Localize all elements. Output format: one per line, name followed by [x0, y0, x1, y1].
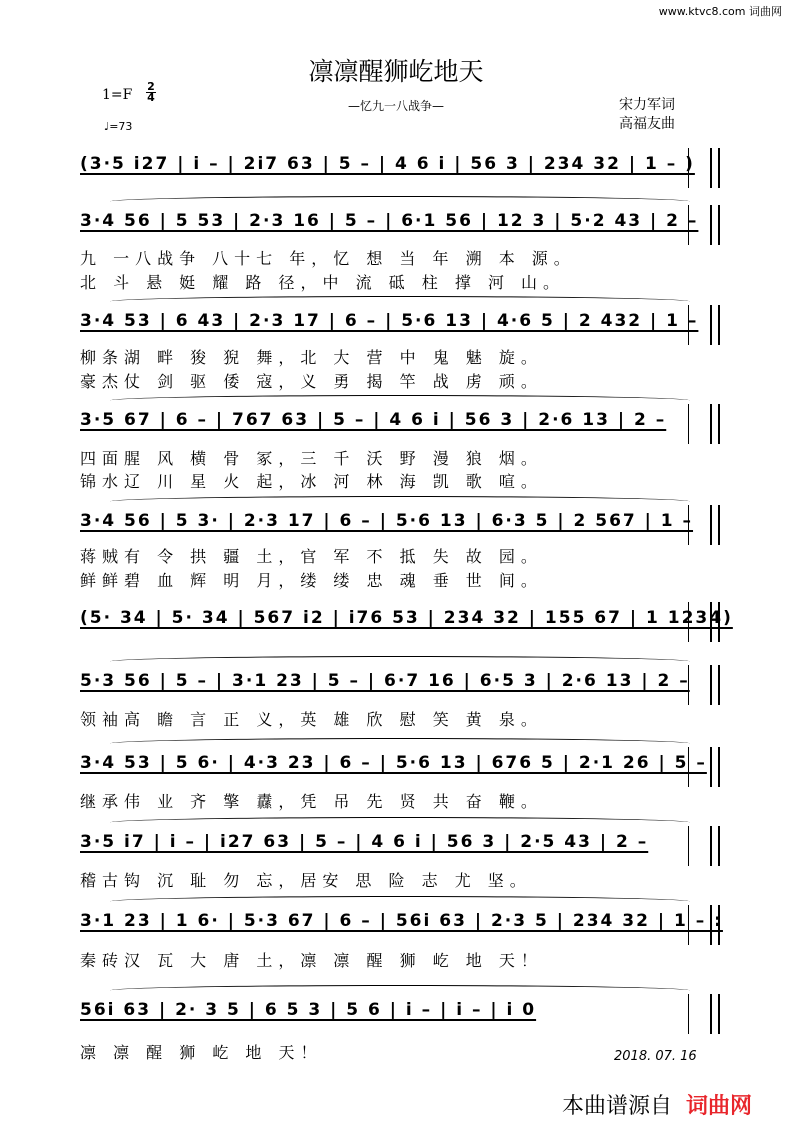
site-watermark: www.ktvc8.com 词曲网 [658, 5, 782, 18]
lyric-line: 稽古钩 沉 耻 勿 忘，居安 思 险 志 尤 坚。 [80, 871, 532, 890]
score-line-5 [80, 665, 720, 705]
barline [710, 602, 720, 642]
lyric-verse-2: 鲜鲜碧 血 辉 明 月，缕 缕 忠 魂 垂 世 间。 [80, 571, 543, 590]
notation-text: (5· 34 | 5· 34 | 567 i2 | i76 53 | 234 32 | 155 67 | 1 1234) [80, 608, 733, 628]
slur-mark [110, 196, 690, 207]
song-title: 凛凛醒狮屹地天 [308, 57, 484, 86]
lyric-verse-1: 柳条湖 畔 狻 猊 舞，北 大 营 中 鬼 魅 旋。 [80, 348, 543, 367]
lyric-verse-2: 北 斗 悬 娗 耀 路 径，中 流 砥 柱 撑 河 山。 [80, 273, 566, 292]
composer-credit: 高福友曲 [619, 116, 675, 132]
barline [710, 665, 720, 705]
slur-mark [110, 395, 690, 406]
lyric-line: 凛 凛 醒 狮 屹 地 天！ [80, 1043, 323, 1062]
notation-text: 3·5 67 | 6 – | 767 63 | 5 – | 4 6 i | 56 3 | 2·6 13 | 2 – [80, 410, 667, 430]
score-line-1 [80, 205, 720, 245]
barline [710, 305, 720, 345]
slur-mark [110, 656, 690, 667]
footer-label: 本曲谱源自 [562, 1094, 673, 1119]
barline [710, 404, 720, 444]
time-signature-bottom: 4 [147, 91, 155, 104]
slur-mark [110, 985, 690, 996]
score-line-3 [80, 404, 720, 444]
barline [710, 505, 720, 545]
score-line-intro [80, 148, 720, 188]
tempo-mark: ♩=73 [104, 120, 133, 133]
score-line-2 [80, 305, 720, 345]
time-signature [146, 82, 156, 103]
footer-source [562, 1089, 752, 1120]
slur-mark [110, 738, 690, 749]
lyric-line: 领袖高 瞻 言 正 义，英 雄 欣 慰 笑 黄 泉。 [80, 710, 543, 729]
notation-text: 3·4 53 | 5 6· | 4·3 23 | 6 – | 5·6 13 | 676 5 | 2·1 26 | 5 – [80, 753, 707, 773]
lyric-verse-1: 四面腥 风 横 骨 冢，三 千 沃 野 漫 狼 烟。 [80, 449, 543, 468]
slur-mark [110, 296, 690, 307]
lyric-line: 继承伟 业 齐 擎 纛，凭 吊 先 贤 共 奋 鞭。 [80, 792, 543, 811]
score-line-7 [80, 826, 720, 866]
credits [619, 96, 675, 134]
score-line-4 [80, 505, 720, 545]
score-line-8 [80, 905, 723, 945]
song-subtitle: —忆九一八战争— [347, 99, 444, 113]
notation-text: (3·5 i27 | i – | 2i7 63 | 5 – | 4 6 i | 56 3 | 234 32 | 1 – ) [80, 154, 695, 174]
notation-text: 3·5 i7 | i – | i27 63 | 5 – | 4 6 i | 56 3 | 2·5 43 | 2 – [80, 832, 649, 852]
barline [710, 205, 720, 245]
score-line-interlude [80, 602, 733, 642]
lyric-verse-2: 锦水辽 川 星 火 起，冰 河 林 海 凯 歌 喧。 [80, 472, 543, 491]
barline [710, 905, 720, 945]
slur-mark [110, 896, 690, 907]
footer-brand-link[interactable]: 词曲网 [686, 1094, 753, 1119]
barline [710, 747, 720, 787]
time-signature-top: 2 [147, 80, 155, 93]
notation-text: 3·4 56 | 5 53 | 2·3 16 | 5 – | 6·1 56 | 12 3 | 5·2 43 | 2 – [80, 211, 699, 231]
score-line-coda [80, 994, 720, 1034]
slur-mark [110, 496, 690, 507]
notation-text: 3·4 56 | 5 3· | 2·3 17 | 6 – | 5·6 13 | 6·3 5 | 2 567 | 1 – [80, 511, 694, 531]
notation-text: 3·4 53 | 6 43 | 2·3 17 | 6 – | 5·6 13 | 4·6 5 | 2 432 | 1 – [80, 311, 699, 331]
slur-mark [110, 817, 690, 828]
lyricist-credit: 宋力军词 [619, 97, 675, 113]
barline [710, 148, 720, 188]
lyric-verse-1: 蒋贼有 令 拱 疆 土，官 军 不 抵 失 故 园。 [80, 547, 543, 566]
lyric-verse-1: 九 一八战争 八十七 年，忆 想 当 年 溯 本 源。 [80, 249, 576, 268]
lyric-line: 秦砖汉 瓦 大 唐 土，凛 凛 醒 狮 屹 地 天！ [80, 951, 543, 970]
barline [710, 826, 720, 866]
lyric-verse-2: 豪杰仗 剑 驱 倭 寇，义 勇 揭 竿 战 虏 顽。 [80, 372, 543, 391]
notation-text: 5·3 56 | 5 – | 3·1 23 | 5 – | 6·7 16 | 6·5 3 | 2·6 13 | 2 – [80, 671, 690, 691]
score-line-6 [80, 747, 720, 787]
notation-text: 56i 63 | 2· 3 5 | 6 5 3 | 5 6 | i – | i – | i 0 [80, 1000, 537, 1020]
notation-text: 3·1 23 | 1 6· | 5·3 67 | 6 – | 56i 63 | 2·3 5 | 234 32 | 1 – : [80, 911, 723, 931]
barline [710, 994, 720, 1034]
key-signature: 1=F [102, 87, 133, 103]
score-date: 2018. 07. 16 [614, 1049, 697, 1064]
